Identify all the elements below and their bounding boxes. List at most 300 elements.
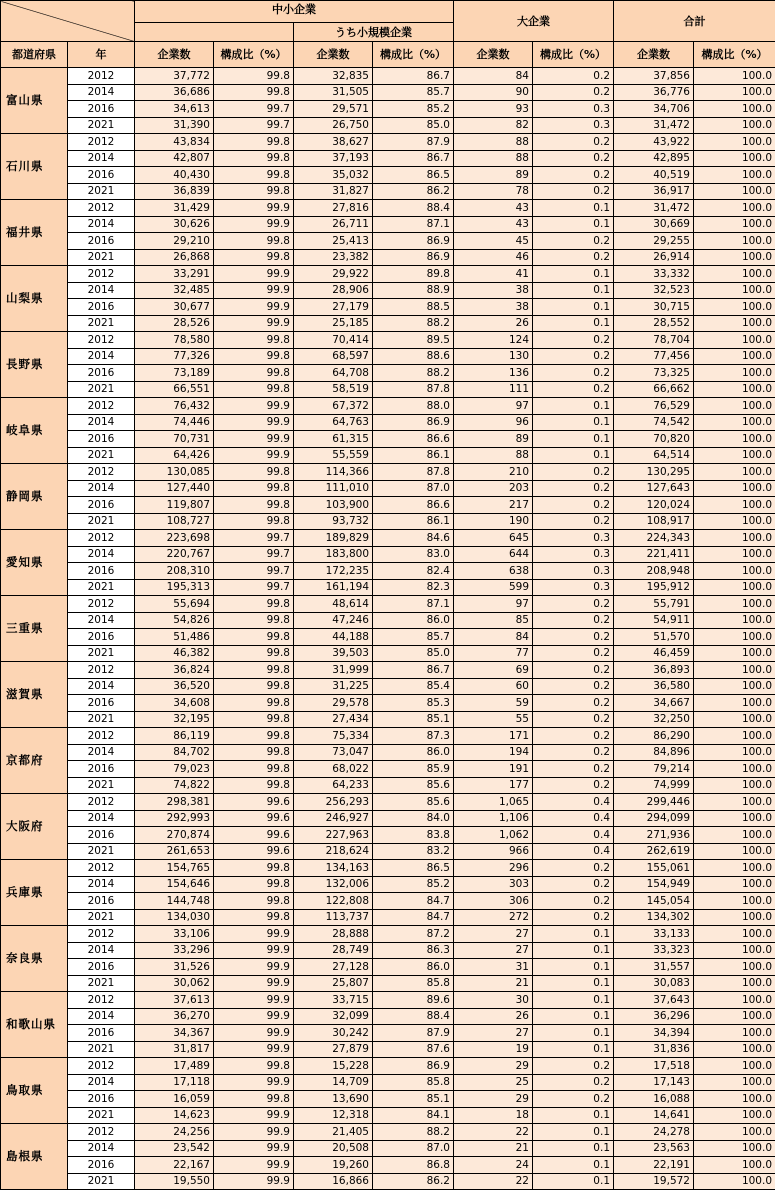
large-ratio-cell: 0.1 [533, 926, 614, 943]
table-row [1, 167, 775, 184]
small-count-cell: 26,750 [294, 117, 373, 134]
small-count-cell: 27,879 [294, 1041, 373, 1058]
sme-count-cell: 74,446 [135, 414, 214, 431]
total-ratio-cell: 100.0 [694, 711, 775, 728]
year-cell: 2012 [68, 728, 135, 745]
small-count-cell: 29,922 [294, 266, 373, 283]
sme-ratio-cell: 99.9 [214, 1107, 294, 1124]
small-count-cell: 68,597 [294, 348, 373, 365]
small-ratio-cell: 87.6 [373, 1041, 454, 1058]
year-cell: 2012 [68, 926, 135, 943]
sme-ratio-cell: 99.9 [214, 1008, 294, 1025]
sme-ratio-cell: 99.9 [214, 200, 294, 217]
total-count-cell: 120,024 [614, 497, 694, 514]
small-ratio-cell: 82.3 [373, 579, 454, 596]
year-cell: 2016 [68, 761, 135, 778]
small-count-cell: 31,999 [294, 662, 373, 679]
large-count-cell: 190 [454, 513, 533, 530]
small-count-cell: 161,194 [294, 579, 373, 596]
sme-count-cell: 195,313 [135, 579, 214, 596]
total-count-cell: 130,295 [614, 464, 694, 481]
large-ratio-cell: 0.1 [533, 216, 614, 233]
large-count-cell: 303 [454, 876, 533, 893]
small-ratio-cell: 85.7 [373, 84, 454, 101]
total-ratio-cell: 100.0 [694, 183, 775, 200]
sme-count-cell: 270,874 [135, 827, 214, 844]
small-count-cell: 256,293 [294, 794, 373, 811]
total-ratio-cell: 100.0 [694, 761, 775, 778]
total-count-cell: 51,570 [614, 629, 694, 646]
total-count-cell: 31,557 [614, 959, 694, 976]
small-ratio-cell: 84.1 [373, 1107, 454, 1124]
large-count-cell: 194 [454, 744, 533, 761]
sme-ratio-header: 構成比（%） [214, 42, 294, 68]
sme-ratio-cell: 99.8 [214, 1058, 294, 1075]
large-ratio-cell: 0.2 [533, 381, 614, 398]
small-count-cell: 16,866 [294, 1173, 373, 1190]
total-ratio-cell: 100.0 [694, 365, 775, 382]
total-ratio-cell: 100.0 [694, 959, 775, 976]
small-ratio-cell: 86.5 [373, 860, 454, 877]
total-ratio-cell: 100.0 [694, 827, 775, 844]
sme-count-cell: 17,489 [135, 1058, 214, 1075]
small-count-cell: 189,829 [294, 530, 373, 547]
sme-ratio-cell: 99.8 [214, 1091, 294, 1108]
sme-ratio-cell: 99.9 [214, 959, 294, 976]
small-count-cell: 29,571 [294, 101, 373, 118]
small-count-cell: 27,816 [294, 200, 373, 217]
year-cell: 2012 [68, 596, 135, 613]
year-cell: 2014 [68, 678, 135, 695]
large-count-cell: 77 [454, 645, 533, 662]
small-ratio-cell: 85.1 [373, 1091, 454, 1108]
small-ratio-cell: 84.0 [373, 810, 454, 827]
sme-ratio-cell: 99.7 [214, 530, 294, 547]
sme-ratio-cell: 99.8 [214, 497, 294, 514]
sme-ratio-cell: 99.6 [214, 810, 294, 827]
prefecture-cell: 福井県 [1, 200, 68, 266]
total-ratio-cell: 100.0 [694, 596, 775, 613]
small-count-cell: 27,434 [294, 711, 373, 728]
sme-count-cell: 108,727 [135, 513, 214, 530]
sme-ratio-cell: 99.8 [214, 513, 294, 530]
small-ratio-cell: 88.6 [373, 348, 454, 365]
sme-ratio-cell: 99.9 [214, 1041, 294, 1058]
total-ratio-cell: 100.0 [694, 810, 775, 827]
large-ratio-cell: 0.2 [533, 150, 614, 167]
sme-count-cell: 55,694 [135, 596, 214, 613]
large-ratio-cell: 0.4 [533, 794, 614, 811]
small-ratio-cell: 89.8 [373, 266, 454, 283]
year-cell: 2014 [68, 876, 135, 893]
large-count-cell: 171 [454, 728, 533, 745]
small-ratio-cell: 86.7 [373, 68, 454, 85]
total-ratio-cell: 100.0 [694, 728, 775, 745]
total-count-cell: 31,472 [614, 117, 694, 134]
small-ratio-cell: 88.9 [373, 282, 454, 299]
large-ratio-cell: 0.2 [533, 464, 614, 481]
small-count-cell: 29,578 [294, 695, 373, 712]
total-ratio-cell: 100.0 [694, 876, 775, 893]
sme-count-cell: 28,526 [135, 315, 214, 332]
sme-ratio-cell: 99.8 [214, 645, 294, 662]
prefecture-cell: 鳥取県 [1, 1058, 68, 1124]
large-count-cell: 97 [454, 398, 533, 415]
year-cell: 2021 [68, 777, 135, 794]
prefecture-cell: 和歌山県 [1, 992, 68, 1058]
total-count-cell: 43,922 [614, 134, 694, 151]
large-ratio-cell: 0.2 [533, 860, 614, 877]
year-cell: 2014 [68, 216, 135, 233]
table-row [1, 596, 775, 613]
small-count-cell: 183,800 [294, 546, 373, 563]
small-ratio-cell: 86.0 [373, 959, 454, 976]
large-count-cell: 88 [454, 447, 533, 464]
large-ratio-cell: 0.2 [533, 893, 614, 910]
year-cell: 2021 [68, 381, 135, 398]
diagonal-corner-cell [1, 1, 135, 42]
total-ratio-cell: 100.0 [694, 926, 775, 943]
sme-ratio-cell: 99.8 [214, 348, 294, 365]
small-ratio-cell: 84.7 [373, 909, 454, 926]
large-count-cell: 966 [454, 843, 533, 860]
year-cell: 2016 [68, 497, 135, 514]
large-ratio-cell: 0.2 [533, 629, 614, 646]
sme-count-cell: 33,106 [135, 926, 214, 943]
total-ratio-cell: 100.0 [694, 546, 775, 563]
year-cell: 2012 [68, 794, 135, 811]
large-ratio-cell: 0.3 [533, 563, 614, 580]
year-cell: 2014 [68, 744, 135, 761]
sme-count-cell: 36,270 [135, 1008, 214, 1025]
large-ratio-cell: 0.1 [533, 315, 614, 332]
large-ratio-cell: 0.1 [533, 1140, 614, 1157]
table-row [1, 1025, 775, 1042]
large-count-cell: 22 [454, 1173, 533, 1190]
small-ratio-cell: 86.9 [373, 414, 454, 431]
large-count-cell: 599 [454, 579, 533, 596]
total-count-cell: 299,446 [614, 794, 694, 811]
total-ratio-cell: 100.0 [694, 1124, 775, 1141]
small-ratio-cell: 88.0 [373, 398, 454, 415]
large-count-cell: 306 [454, 893, 533, 910]
total-ratio-cell: 100.0 [694, 563, 775, 580]
small-count-cell: 23,382 [294, 249, 373, 266]
small-ratio-cell: 84.6 [373, 530, 454, 547]
large-ratio-header: 構成比（%） [533, 42, 614, 68]
total-count-cell: 76,529 [614, 398, 694, 415]
small-ratio-cell: 86.0 [373, 744, 454, 761]
total-ratio-cell: 100.0 [694, 447, 775, 464]
table-row [1, 876, 775, 893]
total-count-cell: 36,580 [614, 678, 694, 695]
table-row [1, 777, 775, 794]
small-count-cell: 103,900 [294, 497, 373, 514]
total-count-cell: 24,278 [614, 1124, 694, 1141]
table-row [1, 150, 775, 167]
small-ratio-cell: 84.7 [373, 893, 454, 910]
sme-group-header: 中小企業 [135, 1, 454, 23]
small-ratio-cell: 86.6 [373, 497, 454, 514]
total-count-cell: 19,572 [614, 1173, 694, 1190]
table-row [1, 1107, 775, 1124]
year-cell: 2014 [68, 1140, 135, 1157]
total-ratio-cell: 100.0 [694, 843, 775, 860]
small-count-cell: 21,405 [294, 1124, 373, 1141]
sme-count-cell: 119,807 [135, 497, 214, 514]
prefecture-cell: 三重県 [1, 596, 68, 662]
total-count-cell: 145,054 [614, 893, 694, 910]
small-count-cell: 37,193 [294, 150, 373, 167]
sme-count-cell: 31,526 [135, 959, 214, 976]
small-count-cell: 15,228 [294, 1058, 373, 1075]
year-cell: 2012 [68, 992, 135, 1009]
large-count-cell: 21 [454, 1140, 533, 1157]
large-count-cell: 38 [454, 282, 533, 299]
total-ratio-cell: 100.0 [694, 975, 775, 992]
small-count-cell: 28,749 [294, 942, 373, 959]
year-cell: 2016 [68, 959, 135, 976]
total-ratio-cell: 100.0 [694, 68, 775, 85]
large-ratio-cell: 0.2 [533, 744, 614, 761]
total-ratio-cell: 100.0 [694, 513, 775, 530]
total-count-cell: 271,936 [614, 827, 694, 844]
year-cell: 2012 [68, 332, 135, 349]
sme-ratio-cell: 99.9 [214, 216, 294, 233]
table-header [1, 1, 775, 68]
sme-count-cell: 208,310 [135, 563, 214, 580]
total-count-cell: 74,999 [614, 777, 694, 794]
small-ratio-cell: 85.0 [373, 645, 454, 662]
prefecture-cell: 大阪府 [1, 794, 68, 860]
year-cell: 2012 [68, 464, 135, 481]
prefecture-cell: 長野県 [1, 332, 68, 398]
total-ratio-cell: 100.0 [694, 431, 775, 448]
small-ratio-cell: 87.2 [373, 926, 454, 943]
large-ratio-cell: 0.2 [533, 84, 614, 101]
prefecture-cell: 石川県 [1, 134, 68, 200]
sme-ratio-cell: 99.8 [214, 728, 294, 745]
small-ratio-cell: 86.8 [373, 1157, 454, 1174]
sme-count-cell: 64,426 [135, 447, 214, 464]
small-ratio-cell: 86.3 [373, 942, 454, 959]
sme-ratio-cell: 99.9 [214, 1173, 294, 1190]
small-ratio-cell: 88.2 [373, 315, 454, 332]
sme-ratio-cell: 99.8 [214, 233, 294, 250]
total-count-cell: 31,836 [614, 1041, 694, 1058]
large-ratio-cell: 0.2 [533, 777, 614, 794]
table-row [1, 530, 775, 547]
total-count-cell: 195,912 [614, 579, 694, 596]
sme-ratio-cell: 99.7 [214, 563, 294, 580]
large-ratio-cell: 0.2 [533, 909, 614, 926]
small-count-cell: 32,099 [294, 1008, 373, 1025]
total-count-cell: 224,343 [614, 530, 694, 547]
sme-count-cell: 51,486 [135, 629, 214, 646]
large-count-cell: 93 [454, 101, 533, 118]
sme-count-cell: 46,382 [135, 645, 214, 662]
table-row [1, 1058, 775, 1075]
small-count-cell: 55,559 [294, 447, 373, 464]
large-ratio-cell: 0.2 [533, 662, 614, 679]
total-ratio-cell: 100.0 [694, 662, 775, 679]
total-ratio-cell: 100.0 [694, 233, 775, 250]
total-count-cell: 208,948 [614, 563, 694, 580]
large-ratio-cell: 0.4 [533, 843, 614, 860]
total-count-cell: 31,472 [614, 200, 694, 217]
small-count-cell: 31,225 [294, 678, 373, 695]
large-ratio-cell: 0.2 [533, 365, 614, 382]
sme-ratio-cell: 99.9 [214, 266, 294, 283]
small-ratio-cell: 87.1 [373, 596, 454, 613]
table-row [1, 761, 775, 778]
large-ratio-cell: 0.3 [533, 530, 614, 547]
sme-ratio-cell: 99.8 [214, 365, 294, 382]
table-body [1, 68, 775, 1190]
large-group-header: 大企業 [454, 1, 614, 42]
small-ratio-cell: 86.5 [373, 167, 454, 184]
total-ratio-cell: 100.0 [694, 794, 775, 811]
sme-count-cell: 34,608 [135, 695, 214, 712]
total-count-cell: 46,459 [614, 645, 694, 662]
sme-count-cell: 26,868 [135, 249, 214, 266]
total-count-cell: 36,776 [614, 84, 694, 101]
large-ratio-cell: 0.1 [533, 942, 614, 959]
large-ratio-cell: 0.1 [533, 398, 614, 415]
sme-count-cell: 31,390 [135, 117, 214, 134]
small-ratio-cell: 87.9 [373, 134, 454, 151]
table-row [1, 926, 775, 943]
total-ratio-cell: 100.0 [694, 1074, 775, 1091]
sme-ratio-cell: 99.8 [214, 662, 294, 679]
year-cell: 2014 [68, 942, 135, 959]
prefecture-cell: 愛知県 [1, 530, 68, 596]
large-ratio-cell: 0.2 [533, 480, 614, 497]
year-cell: 2021 [68, 315, 135, 332]
sme-count-cell: 154,646 [135, 876, 214, 893]
total-count-cell: 30,669 [614, 216, 694, 233]
table-row [1, 678, 775, 695]
small-ratio-cell: 87.8 [373, 464, 454, 481]
sme-count-cell: 33,296 [135, 942, 214, 959]
sme-count-cell: 31,429 [135, 200, 214, 217]
large-ratio-cell: 0.1 [533, 1008, 614, 1025]
table-row [1, 249, 775, 266]
sme-count-cell: 24,256 [135, 1124, 214, 1141]
table-row [1, 348, 775, 365]
table-row [1, 68, 775, 85]
small-ratio-cell: 86.6 [373, 431, 454, 448]
total-ratio-cell: 100.0 [694, 167, 775, 184]
table-row [1, 563, 775, 580]
total-count-header: 企業数 [614, 42, 694, 68]
table-row [1, 365, 775, 382]
large-ratio-cell: 0.1 [533, 266, 614, 283]
table-row [1, 893, 775, 910]
sme-count-cell: 73,189 [135, 365, 214, 382]
small-count-cell: 73,047 [294, 744, 373, 761]
sme-count-cell: 32,195 [135, 711, 214, 728]
table-row [1, 117, 775, 134]
table-row [1, 728, 775, 745]
table-row [1, 909, 775, 926]
sme-ratio-cell: 99.6 [214, 794, 294, 811]
table-row [1, 975, 775, 992]
year-cell: 2021 [68, 513, 135, 530]
large-count-cell: 43 [454, 216, 533, 233]
table-row [1, 662, 775, 679]
year-cell: 2014 [68, 150, 135, 167]
small-count-cell: 111,010 [294, 480, 373, 497]
large-count-cell: 78 [454, 183, 533, 200]
year-cell: 2014 [68, 282, 135, 299]
small-ratio-cell: 85.2 [373, 101, 454, 118]
prefecture-cell: 兵庫県 [1, 860, 68, 926]
year-cell: 2016 [68, 167, 135, 184]
large-ratio-cell: 0.1 [533, 282, 614, 299]
total-count-cell: 74,542 [614, 414, 694, 431]
sme-ratio-cell: 99.9 [214, 1140, 294, 1157]
total-count-cell: 79,214 [614, 761, 694, 778]
table-row [1, 711, 775, 728]
table-row [1, 1041, 775, 1058]
total-ratio-cell: 100.0 [694, 134, 775, 151]
total-ratio-cell: 100.0 [694, 579, 775, 596]
total-count-cell: 64,514 [614, 447, 694, 464]
large-count-cell: 88 [454, 150, 533, 167]
large-count-header: 企業数 [454, 42, 533, 68]
total-count-cell: 108,917 [614, 513, 694, 530]
total-ratio-cell: 100.0 [694, 645, 775, 662]
prefecture-cell: 静岡県 [1, 464, 68, 530]
total-ratio-cell: 100.0 [694, 84, 775, 101]
year-cell: 2012 [68, 134, 135, 151]
total-ratio-cell: 100.0 [694, 992, 775, 1009]
large-count-cell: 638 [454, 563, 533, 580]
small-count-cell: 35,032 [294, 167, 373, 184]
small-ratio-cell: 85.8 [373, 1074, 454, 1091]
total-ratio-cell: 100.0 [694, 1157, 775, 1174]
large-ratio-cell: 0.2 [533, 497, 614, 514]
sme-ratio-cell: 99.7 [214, 117, 294, 134]
table-row [1, 942, 775, 959]
year-cell: 2016 [68, 695, 135, 712]
sme-count-cell: 154,765 [135, 860, 214, 877]
sme-ratio-cell: 99.8 [214, 134, 294, 151]
table-row [1, 282, 775, 299]
small-count-cell: 25,413 [294, 233, 373, 250]
total-ratio-cell: 100.0 [694, 117, 775, 134]
total-count-cell: 16,088 [614, 1091, 694, 1108]
total-ratio-cell: 100.0 [694, 398, 775, 415]
sme-ratio-cell: 99.8 [214, 68, 294, 85]
table-row [1, 497, 775, 514]
sme-ratio-cell: 99.8 [214, 744, 294, 761]
large-ratio-cell: 0.2 [533, 1058, 614, 1075]
sme-count-cell: 74,822 [135, 777, 214, 794]
total-ratio-cell: 100.0 [694, 414, 775, 431]
table-row [1, 266, 775, 283]
sme-ratio-cell: 99.8 [214, 249, 294, 266]
sme-ratio-cell: 99.8 [214, 612, 294, 629]
sme-count-cell: 33,291 [135, 266, 214, 283]
small-count-cell: 12,318 [294, 1107, 373, 1124]
small-ratio-cell: 87.0 [373, 1140, 454, 1157]
year-cell: 2021 [68, 711, 135, 728]
sme-ratio-cell: 99.9 [214, 299, 294, 316]
small-count-cell: 27,128 [294, 959, 373, 976]
small-count-header: 企業数 [294, 42, 373, 68]
